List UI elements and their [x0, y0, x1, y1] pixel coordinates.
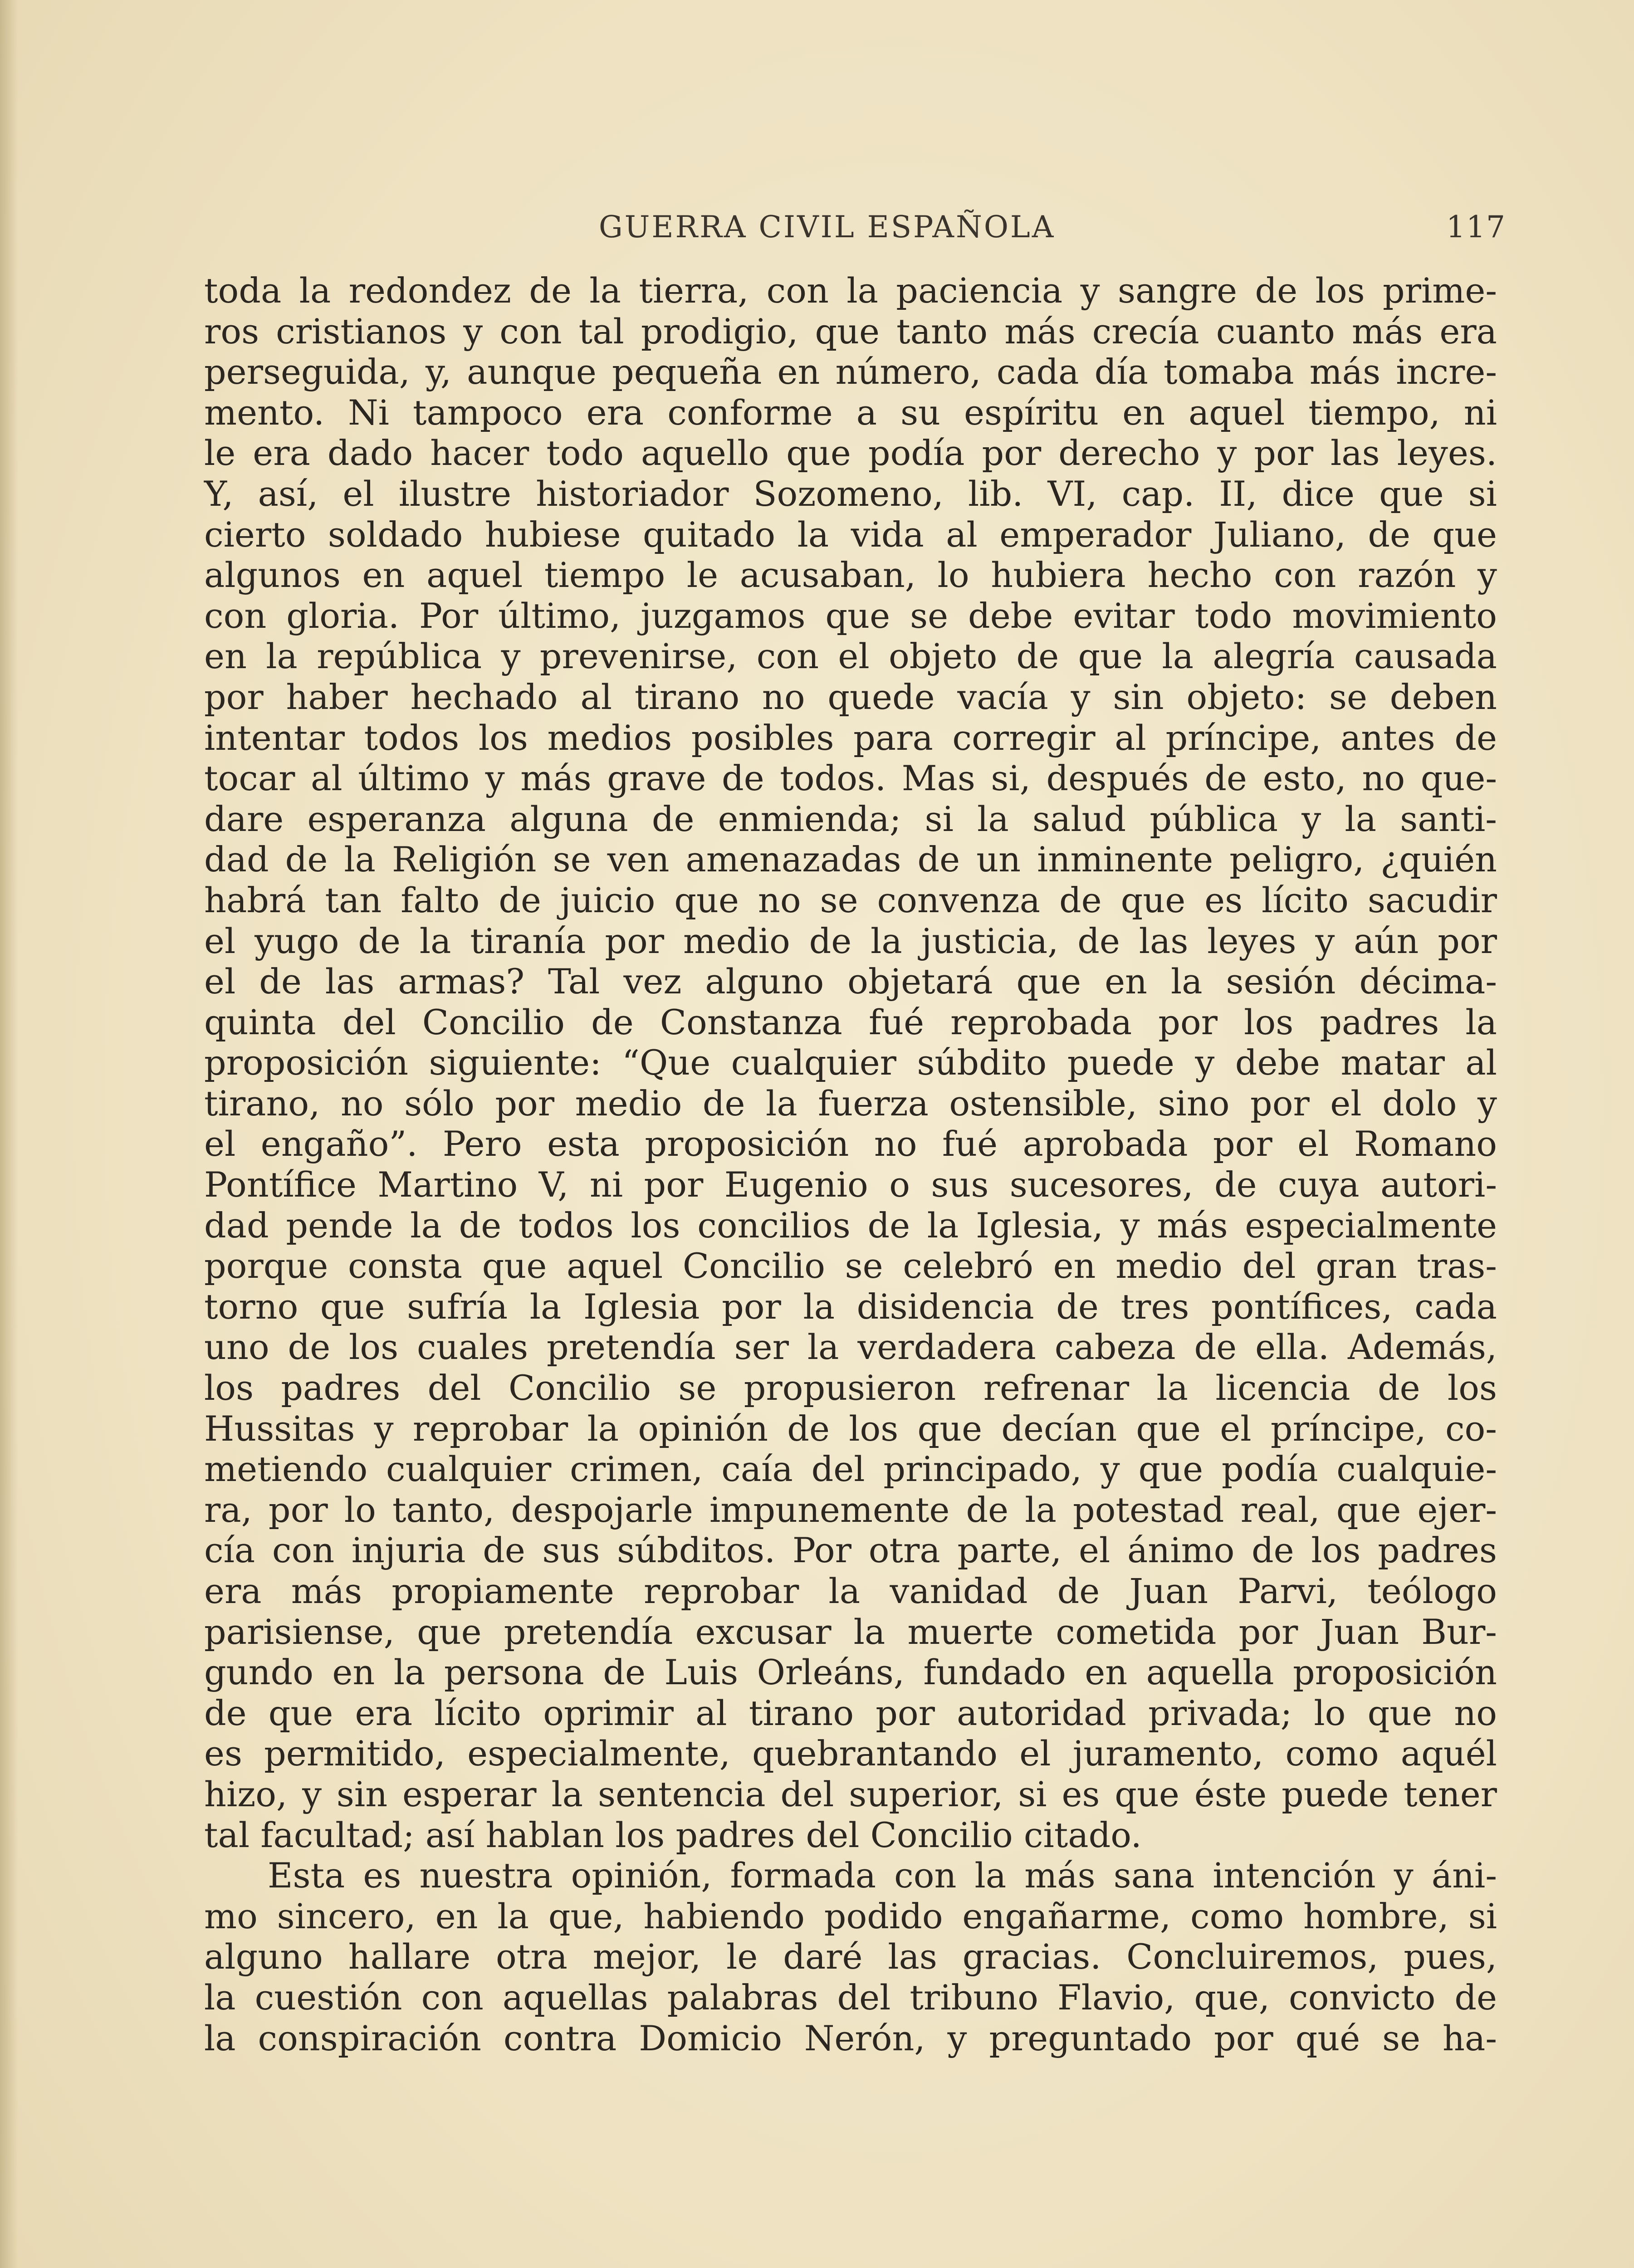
text-line: era más propiamente reprobar la vanidad de Juan Parvi, teólogo	[204, 1571, 1497, 1611]
text-line: parisiense, que pretendía excusar la muerte cometida por Juan Bur-	[204, 1611, 1497, 1652]
text-line: tal facultad; así hablan los padres del Concilio citado.	[204, 1814, 1142, 1855]
text-line: de que era lícito oprimir al tirano por autoridad privada; lo que no	[204, 1692, 1497, 1733]
text-line: la cuestión con aquellas palabras del tribuno Flavio, que, convicto de	[204, 1977, 1497, 2018]
text-line: es permitido, especialmente, quebrantando el juramento, como aquél	[204, 1733, 1497, 1774]
text-line: el engaño”. Pero esta proposición no fué aprobada por el Romano	[204, 1124, 1497, 1164]
paragraph	[204, 270, 1497, 1855]
text-line: el de las armas? Tal vez alguno objetará que en la sesión décima-	[204, 961, 1497, 1002]
text-line: cierto soldado hubiese quitado la vida al emperador Juliano, de que	[204, 514, 1497, 555]
text-line: los padres del Concilio se propusieron refrenar la licencia de los	[204, 1368, 1497, 1408]
text-line: Pontífice Martino V, ni por Eugenio o sus sucesores, de cuya autori-	[204, 1164, 1497, 1205]
text-line: porque consta que aquel Concilio se celebró en medio del gran tras-	[204, 1246, 1497, 1286]
text-line: la conspiración contra Domicio Nerón, y preguntado por qué se ha-	[204, 2018, 1497, 2058]
text-line: intentar todos los medios posibles para corregir al príncipe, antes de	[204, 717, 1497, 758]
text-line: quinta del Concilio de Constanza fué reprobada por los padres la	[204, 1002, 1497, 1042]
paragraph	[204, 1855, 1497, 2058]
text-line: le era dado hacer todo aquello que podía por derecho y por las leyes.	[204, 433, 1497, 474]
page-edge-shadow	[0, 0, 18, 2268]
text-line: habrá tan falto de juicio que no se convenza de que es lícito sacudir	[204, 880, 1497, 920]
text-line: cía con injuria de sus súbditos. Por otra parte, el ánimo de los padres	[204, 1530, 1497, 1571]
text-line: mento. Ni tampoco era conforme a su espíritu en aquel tiempo, ni	[204, 392, 1497, 433]
text-line: ra, por lo tanto, despojarle impunemente de la potestad real, que ejer-	[204, 1489, 1497, 1530]
text-line: metiendo cualquier crimen, caía del principado, y que podía cualquie-	[204, 1449, 1497, 1490]
text-line: dare esperanza alguna de enmienda; si la salud pública y la santi-	[204, 798, 1497, 839]
running-title: GUERRA CIVIL ESPAÑOLA	[599, 210, 1056, 244]
text-line: toda la redondez de la tierra, con la paciencia y sangre de los prime-	[204, 270, 1497, 311]
text-line: perseguida, y, aunque pequeña en número, cada día tomaba más incre-	[204, 352, 1497, 392]
text-line: el yugo de la tiranía por medio de la justicia, de las leyes y aún por	[204, 920, 1497, 961]
running-header	[599, 203, 1506, 258]
page-number: 117	[1446, 210, 1506, 244]
text-line: mo sincero, en la que, habiendo podido engañarme, como hombre, si	[204, 1896, 1497, 1936]
text-line: Hussitas y reprobar la opinión de los que decían que el príncipe, co-	[204, 1408, 1497, 1449]
text-line: hizo, y sin esperar la sentencia del superior, si es que éste puede tener	[204, 1774, 1497, 1814]
text-line: en la república y prevenirse, con el objeto de que la alegría causada	[204, 636, 1497, 677]
text-line: gundo en la persona de Luis Orleáns, fundado en aquella proposición	[204, 1652, 1497, 1693]
text-line: alguno hallare otra mejor, le daré las gracias. Concluiremos, pues,	[204, 1936, 1497, 1977]
text-line: uno de los cuales pretendía ser la verdadera cabeza de ella. Además,	[204, 1327, 1497, 1368]
text-line: por haber hechado al tirano no quede vacía y sin objeto: se deben	[204, 676, 1497, 717]
text-line: tirano, no sólo por medio de la fuerza ostensible, sino por el dolo y	[204, 1083, 1497, 1124]
text-line: dad pende la de todos los concilios de la Iglesia, y más especialmente	[204, 1205, 1497, 1246]
text-line: tocar al último y más grave de todos. Mas si, después de esto, no que-	[204, 758, 1497, 799]
text-line: Esta es nuestra opinión, formada con la más sana intención y áni-	[268, 1855, 1497, 1896]
text-line: torno que sufría la Iglesia por la disidencia de tres pontífices, cada	[204, 1286, 1497, 1327]
body-text	[204, 270, 1497, 2058]
text-line: dad de la Religión se ven amenazadas de un inminente peligro, ¿quién	[204, 839, 1497, 880]
text-line: algunos en aquel tiempo le acusaban, lo hubiera hecho con razón y	[204, 555, 1497, 596]
text-line: proposición siguiente: “Que cualquier súbdito puede y debe matar al	[204, 1042, 1497, 1083]
text-line: ros cristianos y con tal prodigio, que tanto más crecía cuanto más era	[204, 311, 1497, 352]
text-line: con gloria. Por último, juzgamos que se debe evitar todo movimiento	[204, 595, 1497, 636]
text-line: Y, así, el ilustre historiador Sozomeno, lib. VI, cap. II, dice que si	[204, 473, 1497, 514]
